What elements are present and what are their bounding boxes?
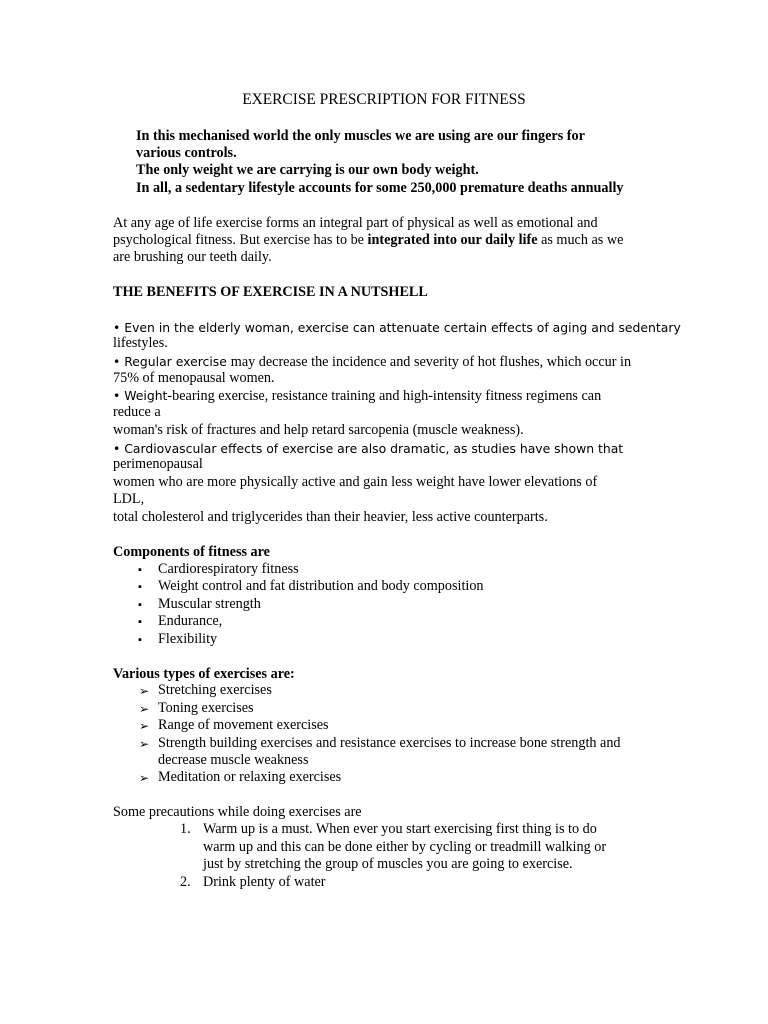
benefit-text: may decrease the incidence and severity of hot flushes, which occur in xyxy=(230,354,632,370)
benefit-line: perimenopausal xyxy=(113,456,203,472)
arrow-bullet-icon: ➢ xyxy=(139,719,150,733)
square-bullet-icon: ▪ xyxy=(138,581,142,593)
exercise-type-item: Toning exercises xyxy=(158,700,254,716)
component-item: Muscular strength xyxy=(158,596,261,612)
exercise-type-item: Strength building exercises and resistance exercises to increase bone strength and xyxy=(158,735,621,751)
exercise-type-item: Stretching exercises xyxy=(158,682,272,698)
benefit-line xyxy=(113,387,601,405)
precaution-line: Warm up is a must. When ever you start exercising first thing is to do xyxy=(203,821,597,837)
precaution-line: warm up and this can be done either by cycling or treadmill walking or xyxy=(203,839,607,855)
paragraph-line: are brushing our teeth daily. xyxy=(113,249,272,265)
component-item: Weight control and fat distribution and body composition xyxy=(158,578,484,594)
precaution-number: 1. xyxy=(180,821,191,837)
benefit-line: total cholesterol and triglycerides than their heavier, less active counterparts. xyxy=(113,509,548,525)
exercise-type-item: decrease muscle weakness xyxy=(158,752,309,768)
benefit-line xyxy=(113,353,631,371)
benefit-line: • Even in the elderly woman, exercise can attenuate certain effects of aging and sedentary xyxy=(113,320,681,335)
benefit-line: reduce a xyxy=(113,404,161,420)
intro-line: various controls. xyxy=(136,145,237,161)
benefit-text: • Weight xyxy=(113,388,168,403)
component-item: Flexibility xyxy=(158,631,218,647)
precaution-line: Drink plenty of water xyxy=(203,874,326,890)
exercise-type-item: Range of movement exercises xyxy=(158,717,329,733)
square-bullet-icon: ▪ xyxy=(138,564,142,576)
paragraph-line: At any age of life exercise forms an integral part of physical as well as emotional and xyxy=(113,215,598,231)
precaution-line: just by stretching the group of muscles you are going to exercise. xyxy=(203,856,573,872)
benefit-line: LDL, xyxy=(113,491,145,507)
paragraph-line xyxy=(113,232,623,249)
arrow-bullet-icon: ➢ xyxy=(139,771,150,785)
benefit-line: lifestyles. xyxy=(113,335,168,351)
intro-line: In all, a sedentary lifestyle accounts for some 250,000 premature deaths annually xyxy=(136,180,624,196)
arrow-bullet-icon: ➢ xyxy=(139,737,150,751)
arrow-bullet-icon: ➢ xyxy=(139,684,150,698)
components-heading: Components of fitness are xyxy=(113,544,270,560)
intro-line: In this mechanised world the only muscles we are using are our fingers for xyxy=(136,128,585,144)
benefit-text: • Regular exercise xyxy=(113,354,231,369)
component-item: Cardiorespiratory fitness xyxy=(158,561,299,577)
square-bullet-icon: ▪ xyxy=(138,634,142,646)
paragraph-emphasis: integrated into our daily life xyxy=(367,232,538,248)
arrow-bullet-icon: ➢ xyxy=(139,702,150,716)
intro-line: The only weight we are carrying is our own body weight. xyxy=(136,162,479,178)
benefits-heading: THE BENEFITS OF EXERCISE IN A NUTSHELL xyxy=(113,284,428,300)
types-heading: Various types of exercises are: xyxy=(113,666,295,682)
precautions-intro: Some precautions while doing exercises are xyxy=(113,804,362,820)
benefit-line: woman's risk of fractures and help retard sarcopenia (muscle weakness). xyxy=(113,422,524,438)
square-bullet-icon: ▪ xyxy=(138,616,142,628)
exercise-type-item: Meditation or relaxing exercises xyxy=(158,769,342,785)
paragraph-text: psychological fitness. But exercise has to be xyxy=(113,232,368,248)
precaution-number: 2. xyxy=(180,874,191,890)
benefit-line: • Cardiovascular effects of exercise are also dramatic, as studies have shown that xyxy=(113,441,624,456)
document-title: EXERCISE PRESCRIPTION FOR FITNESS xyxy=(242,91,526,108)
paragraph-text: as much as we xyxy=(537,232,624,248)
square-bullet-icon: ▪ xyxy=(138,599,142,611)
benefit-line: 75% of menopausal women. xyxy=(113,370,275,386)
component-item: Endurance, xyxy=(158,613,223,629)
benefit-line: women who are more physically active and gain less weight have lower elevations of xyxy=(113,474,598,490)
benefit-text: -bearing exercise, resistance training and high-intensity fitness regimens can xyxy=(167,388,602,404)
